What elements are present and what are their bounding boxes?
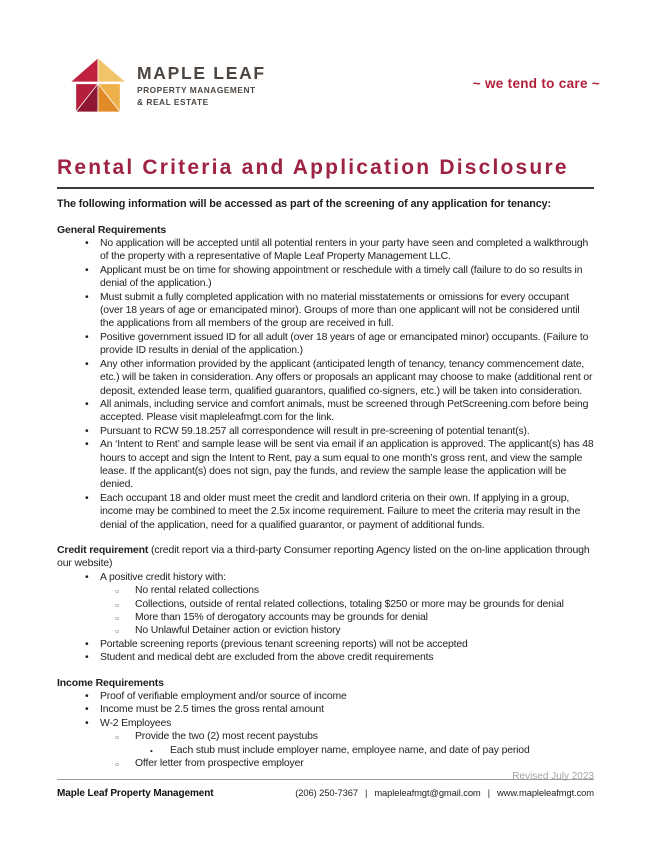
revised-note: Revised July 2023 xyxy=(512,771,594,783)
bullet-icon: • xyxy=(85,291,89,303)
intro-text: The following information will be accessed as part of the screening of any application for tenancy: xyxy=(57,198,552,211)
footer-company-name: Maple Leaf Property Management xyxy=(57,788,214,799)
bullet-icon: • xyxy=(85,358,89,370)
header xyxy=(68,52,602,124)
bullet-icon: ○ xyxy=(115,602,120,610)
document-body xyxy=(57,156,594,782)
list-item xyxy=(115,744,594,757)
list-item xyxy=(57,690,594,703)
bullet-icon: • xyxy=(85,638,89,650)
list-item xyxy=(85,598,594,611)
list-item xyxy=(57,638,594,651)
list-item-text: Provide the two (2) most recent paystubs xyxy=(135,731,318,743)
list-item xyxy=(85,584,594,597)
bullet-icon: • xyxy=(85,691,89,703)
list-item-text: A positive credit history with: xyxy=(100,571,226,583)
brand-subtitle-2: & REAL ESTATE xyxy=(137,96,209,107)
list-item xyxy=(57,571,594,638)
brand-subtitle-1: PROPERTY MANAGEMENT xyxy=(137,85,256,95)
bullet-icon: • xyxy=(85,398,89,410)
list-item-text: Any other information provided by the applicant (anticipated length of tenancy, tenancy commencement date, etc.) will be taken in consideration. Any offers or proposals an applicant may choose to make (additional rent or deposit, extended lease term, qualified guarantors, qualified co-signers, etc.) will be taken into consideration. xyxy=(100,358,593,397)
bullet-icon: • xyxy=(85,264,89,276)
list-item-text: No rental related collections xyxy=(135,585,259,597)
bullet-icon: • xyxy=(85,717,89,729)
bullet-icon: ○ xyxy=(115,628,120,636)
list-item-text: An ‘Intent to Rent’ and sample lease will be sent via email if an application is approved. The applicant(s) has 48 hours to accept and sign the Intent to Rent, pay a sum equal to one month’s gross rent, and view the sample lease. If the applicant(s) does not sign, pay the funds, and review the sample lease the application will be denied. xyxy=(100,439,594,491)
list-item xyxy=(85,611,594,624)
list-item xyxy=(57,398,594,425)
list-item-text: Portable screening reports (previous tenant screening reports) will not be accepted xyxy=(100,638,468,650)
list-item-text: Student and medical debt are excluded from the above credit requirements xyxy=(100,652,434,664)
footer-separator: | xyxy=(364,787,368,798)
footer-website: www.mapleleafmgt.com xyxy=(497,787,594,798)
list-item-text: Offer letter from prospective employer xyxy=(135,758,304,770)
footer xyxy=(57,779,594,799)
list-item xyxy=(57,425,594,438)
list-item-text: Collections, outside of rental related collections, totaling $250 or more may be grounds for denial xyxy=(135,598,564,610)
list-item xyxy=(85,624,594,637)
list-item-text: No application will be accepted until all potential renters in your party have seen and completed a walkthrough of the property with a representative of Maple Leaf Property Management LLC. xyxy=(100,238,589,263)
section-heading: General Requirements xyxy=(57,223,167,236)
list-item-text: Must submit a fully completed application with no material misstatements or omissions for every occupant (over 18 years of age or emancipated minor). Groups of more than one applicant will not be considered until the applications from all members of the group are received in full. xyxy=(100,291,580,330)
bullet-icon: • xyxy=(85,652,89,664)
bullet-icon: ○ xyxy=(115,588,120,596)
bullet-icon: ○ xyxy=(115,761,120,769)
title-divider xyxy=(57,187,594,189)
footer-email: mapleleafmgt@gmail.com xyxy=(374,787,481,798)
list-item xyxy=(85,757,594,770)
list-item xyxy=(57,651,594,664)
list-item xyxy=(57,264,594,291)
bullet-icon: • xyxy=(85,492,89,504)
bullet-icon: ○ xyxy=(115,734,120,742)
section-heading: Credit requirement (credit report via a third-party Consumer reporting Agency listed on the on-line application through our website) xyxy=(57,543,590,570)
list-item-text: Applicant must be on time for showing appointment or reschedule with a timely call (failure to do so results in denial of the application.) xyxy=(100,264,583,290)
list-item-text: Pursuant to RCW 59.18.257 all correspondence will result in pre-screening of potential tenant(s). xyxy=(100,425,530,437)
list-item-text: Each stub must include employer name, employee name, and date of pay period xyxy=(170,744,530,756)
list-item xyxy=(57,492,594,532)
bullet-icon: • xyxy=(85,439,89,451)
list-item-text: W-2 Employees xyxy=(100,717,172,729)
bullet-icon: • xyxy=(85,331,89,343)
bullet-icon: • xyxy=(85,704,89,716)
document-section xyxy=(57,544,594,665)
bullet-icon: • xyxy=(85,425,89,437)
bullet-icon: • xyxy=(85,238,89,250)
section-heading: Income Requirements xyxy=(57,676,164,689)
list-item xyxy=(57,438,594,492)
company-tagline: ~ we tend to care ~ xyxy=(472,76,600,91)
list-item xyxy=(57,358,594,398)
brand-name: MAPLE LEAF xyxy=(137,63,266,83)
list-item-text: Income must be 2.5 times the gross rental amount xyxy=(100,704,324,716)
list-item xyxy=(57,717,594,771)
footer-phone: (206) 250-7367 xyxy=(295,787,358,798)
list-item-text: Each occupant 18 and older must meet the credit and landlord criteria on their own. If applying in a group, income may be combined to meet the 2.5x income requirement. Failure to meet the criteria may result in the denial of the application, need for a qualified guarantor, or payment of additional funds. xyxy=(100,492,581,531)
bullet-icon: ○ xyxy=(115,615,120,623)
footer-contact-info xyxy=(295,787,594,798)
list-item xyxy=(57,237,594,264)
list-item xyxy=(57,331,594,358)
document-section xyxy=(57,677,594,771)
list-item xyxy=(57,703,594,716)
list-item-text: No Unlawful Detainer action or eviction history xyxy=(135,625,341,637)
bullet-icon: ▪ xyxy=(150,746,153,756)
list-item xyxy=(57,291,594,331)
house-logo-icon xyxy=(68,52,128,118)
list-item-text: All animals, including service and comfort animals, must be screened through PetScreening.com before being accepted. Please visit mapleleafmgt.com for the link. xyxy=(100,398,589,424)
brand-text-block xyxy=(137,52,266,106)
sections xyxy=(57,224,594,771)
footer-separator: | xyxy=(487,787,490,798)
list-item-text: More than 15% of derogatory accounts may be grounds for denial xyxy=(135,612,428,624)
bullet-icon: • xyxy=(85,571,89,583)
page-title: Rental Criteria and Application Disclosure xyxy=(57,156,569,179)
document-section xyxy=(57,224,594,532)
list-item-text: Positive government issued ID for all adult (over 18 years of age or emancipated minor) occupants. (Failure to provide ID results in denial of the application.) xyxy=(100,331,589,357)
list-item-text: Proof of verifiable employment and/or source of income xyxy=(100,691,347,703)
list-item xyxy=(85,730,594,757)
